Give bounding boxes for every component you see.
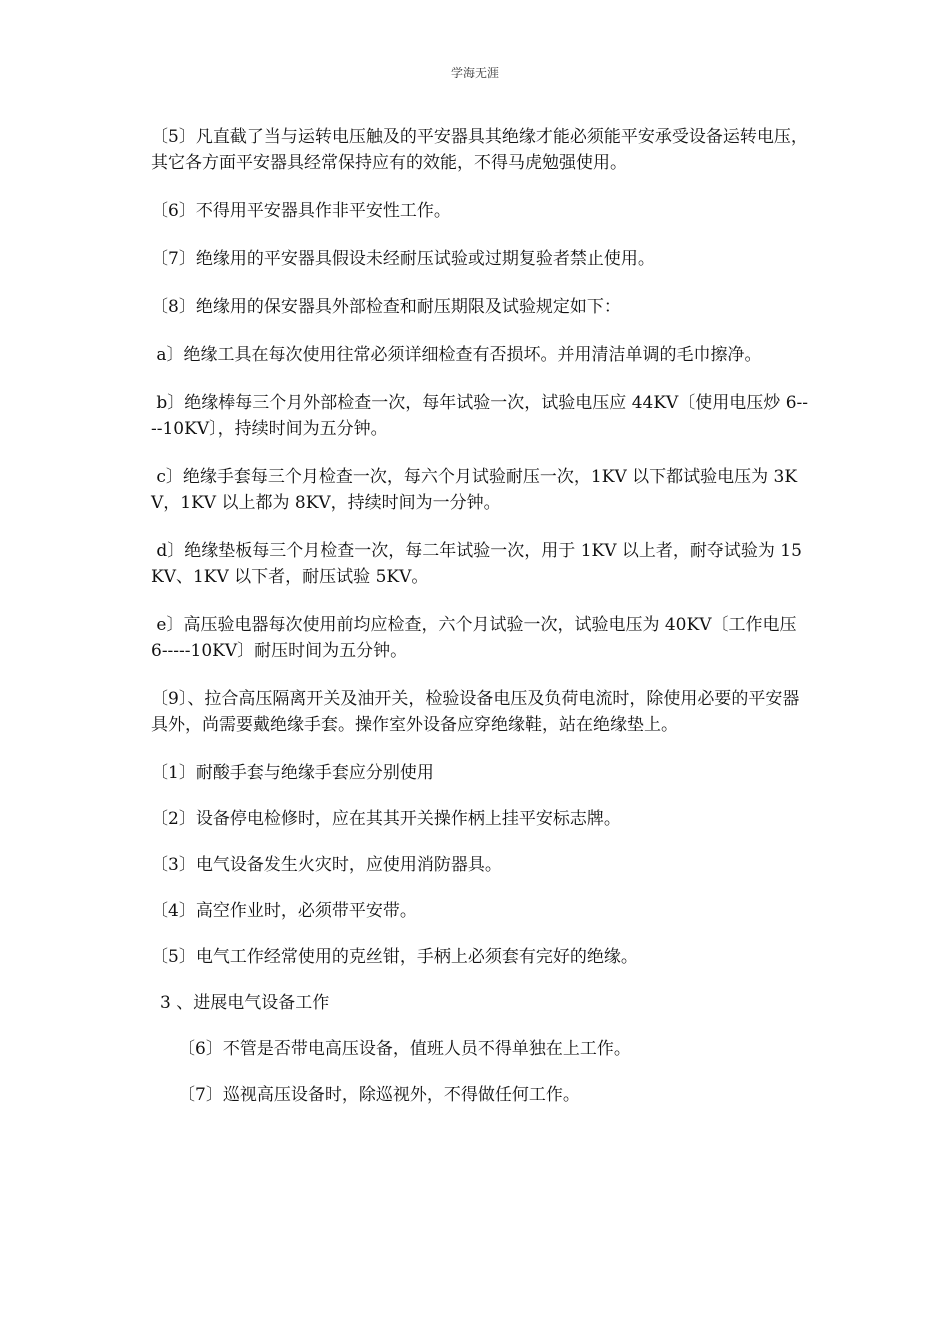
paragraph-1-acid-gloves: 〔1〕耐酸手套与绝缘手套应分别使用 xyxy=(151,763,434,783)
paragraph-6-no-misuse: 〔6〕不得用平安器具作非平安性工作。 xyxy=(151,201,451,221)
page-header: 学海无涯 xyxy=(450,66,499,80)
paragraph-7-inspection-only: 〔7〕巡视高压设备时，除巡视外，不得做任何工作。 xyxy=(178,1085,580,1105)
paragraph-7-untested-prohibited: 〔7〕绝缘用的平安器具假设未经耐压试验或过期复验者禁止使用。 xyxy=(151,249,655,269)
document-body xyxy=(151,124,811,1128)
paragraph-d-insulation-mat: d〕绝缘垫板每三个月检查一次，每二年试验一次，用于 1KV 以上者，耐夺试验为 15KV、1KV 以下者，耐压试验 5KV。 xyxy=(151,541,802,587)
paragraph-5-insulation-capacity: 〔5〕凡直截了当与运转电压触及的平安器具其绝缘才能必须能平安承受设备运转电压，其它各方面平安器具经常保持应有的效能，不得马虎勉强使用。 xyxy=(151,127,808,173)
paragraph-6-no-solo-work: 〔6〕不管是否带电高压设备，值班人员不得单独在上工作。 xyxy=(178,1039,631,1059)
paragraph-2-warning-sign: 〔2〕设备停电检修时，应在其其开关操作柄上挂平安标志牌。 xyxy=(151,809,621,829)
paragraph-c-insulation-gloves: c〕绝缘手套每三个月检查一次，每六个月试验耐压一次，1KV 以下都试验电压为 3KV，1KV 以上都为 8KV，持续时间为一分钟。 xyxy=(151,467,798,513)
paragraph-8-inspection-rules: 〔8〕绝缘用的保安器具外部检查和耐压期限及试验规定如下： xyxy=(151,297,621,317)
paragraph-3-fire-equipment: 〔3〕电气设备发生火灾时，应使用消防器具。 xyxy=(151,855,502,875)
paragraph-a-insulation-tools: a〕绝缘工具在每次使用往常必须详细检查有否损坏。并用清洁单调的毛巾擦净。 xyxy=(151,345,762,365)
paragraph-5-pliers-insulation: 〔5〕电气工作经常使用的克丝钳，手柄上必须套有完好的绝缘。 xyxy=(151,947,638,967)
section-3-heading: 3 、进展电气设备工作 xyxy=(160,993,330,1013)
paragraph-b-insulation-rod: b〕绝缘棒每三个月外部检查一次，每年试验一次，试验电压应 44KV〔使用电压炒 6----10KV〕，持续时间为五分钟。 xyxy=(151,393,809,439)
paragraph-9-switch-operation: 〔9〕、拉合高压隔离开关及油开关，检验设备电压及负荷电流时，除使用必要的平安器具外，尚需要戴绝缘手套。操作室外设备应穿绝缘鞋，站在绝缘垫上。 xyxy=(151,689,800,735)
paragraph-e-voltage-tester: e〕高压验电器每次使用前均应检查，六个月试验一次，试验电压为 40KV〔工作电压 6-----10KV〕耐压时间为五分钟。 xyxy=(151,615,802,661)
paragraph-4-safety-belt: 〔4〕高空作业时，必须带平安带。 xyxy=(151,901,417,921)
